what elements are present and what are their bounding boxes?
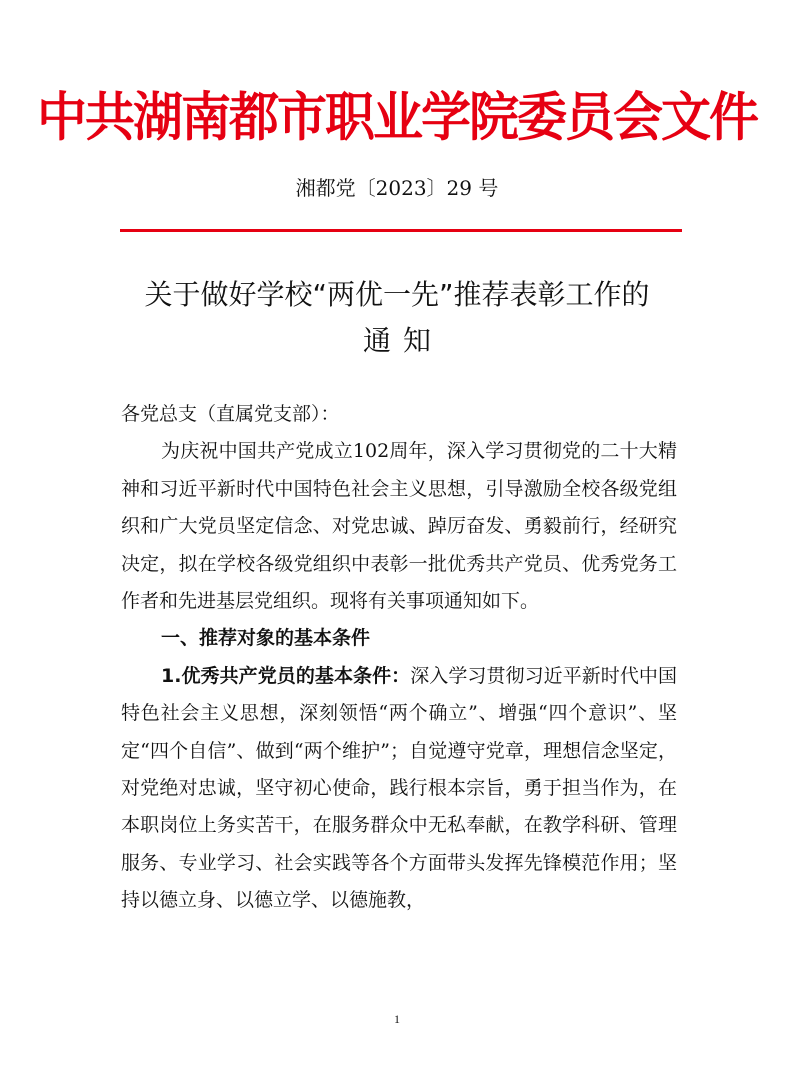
document-number: 湘都党〔2023〕29 号: [295, 176, 499, 200]
salutation: 各党总支（直属党支部）：: [121, 403, 340, 425]
notice-title-line-2: 通知: [362, 324, 443, 357]
item-1-text: 深入学习贯彻习近平新时代中国特色社会主义思想，深刻领悟“两个确立”、增强“四个意识”、坚定“四个自信”、做到“两个维护”；自觉遵守党章，理想信念坚定，对党绝对忠诚，坚守初心使命，践行根本宗旨，勇于担当作为，在本职岗位上务实苦干，在服务群众中无私奉献，在教学科研、管理服务、专业学习、社会实践等各个方面带头发挥先锋模范作用；坚持以德立身、以德立学、以德施教，: [121, 664, 677, 912]
page-number: 1: [394, 1012, 400, 1026]
notice-title: [0, 272, 794, 364]
item-1-paragraph: [121, 658, 677, 920]
red-separator-line: [120, 229, 682, 232]
issuing-organization-title: 中共湖南都市职业学院委员会文件: [37, 85, 757, 148]
intro-paragraph: 为庆祝中国共产党成立102周年，深入学习贯彻党的二十大精神和习近平新时代中国特色社会主义思想，引导激励全校各级党组织和广大党员坚定信念、对党忠诚、踔厉奋发、勇毅前行，经研究决定，拟在学校各级党组织中表彰一批优秀共产党员、优秀党务工作者和先进基层党组织。现将有关事项通知如下。: [121, 440, 677, 613]
document-body: [121, 396, 677, 920]
section-heading-1: 一、推荐对象的基本条件: [161, 627, 371, 650]
notice-title-line-1: 关于做好学校“两优一先”推荐表彰工作的: [144, 278, 650, 311]
item-1-label: 1.优秀共产党员的基本条件：: [161, 664, 411, 687]
